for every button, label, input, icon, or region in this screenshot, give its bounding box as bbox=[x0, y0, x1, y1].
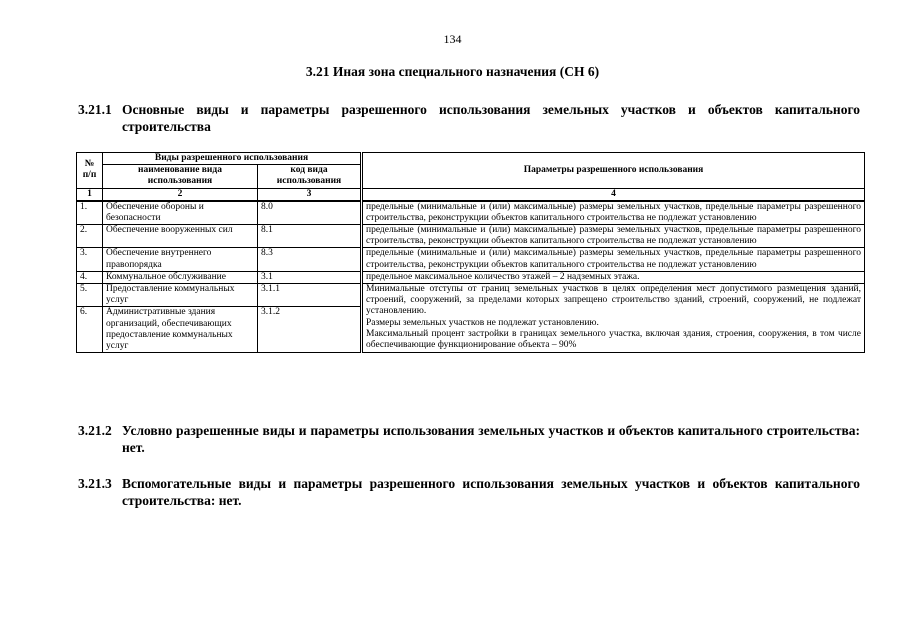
subsection-number: 3.21.3 bbox=[78, 476, 112, 491]
table-row bbox=[77, 271, 865, 283]
subsection-3-21-3 bbox=[78, 475, 860, 509]
col-number: 4 bbox=[362, 188, 865, 201]
row-name: Обеспечение вооруженных сил bbox=[103, 225, 258, 248]
subsection-heading: Вспомогательные виды и параметры разрешенного использования земельных участков и объектов капитального строительства: нет. bbox=[122, 476, 860, 508]
row-code: 3.1.1 bbox=[258, 284, 362, 307]
table-row bbox=[77, 284, 865, 307]
header-name: наименование вида использования bbox=[103, 165, 258, 188]
subsection-heading: Условно разрешенные виды и параметры использования земельных участков и объектов капитального строительства: нет. bbox=[122, 423, 860, 455]
row-code: 3.1.2 bbox=[258, 307, 362, 353]
subsection-heading: Основные виды и параметры разрешенного использования земельных участков и объектов капитального строительства bbox=[122, 102, 860, 134]
subsection-3-21-1 bbox=[78, 101, 860, 135]
row-num: 4. bbox=[77, 271, 103, 283]
header-num: № п/п bbox=[77, 153, 103, 189]
header-types-group: Виды разрешенного использования bbox=[103, 153, 362, 165]
row-code: 8.3 bbox=[258, 248, 362, 271]
col-number: 1 bbox=[77, 188, 103, 201]
table-row bbox=[77, 248, 865, 271]
subsection-number: 3.21.2 bbox=[78, 423, 112, 438]
row-name: Административные здания организаций, обеспечивающих предоставление коммунальных услуг bbox=[103, 307, 258, 353]
row-name: Предоставление коммунальных услуг bbox=[103, 284, 258, 307]
row-params: предельные (минимальные и (или) максимальные) размеры земельных участков, предельные параметры разрешенного строительства, реконструкции объектов капитального строительства не подлежат установлению bbox=[362, 201, 865, 225]
header-params: Параметры разрешенного использования bbox=[362, 153, 865, 189]
subsection-number: 3.21.1 bbox=[78, 102, 112, 117]
merged-params-cell bbox=[362, 284, 865, 353]
row-num: 5. bbox=[77, 284, 103, 307]
row-num: 6. bbox=[77, 307, 103, 353]
row-code: 8.0 bbox=[258, 201, 362, 225]
row-num: 3. bbox=[77, 248, 103, 271]
subsection-3-21-2 bbox=[78, 422, 860, 456]
row-name: Обеспечение обороны и безопасности bbox=[103, 201, 258, 225]
table-row bbox=[77, 201, 865, 225]
table-row bbox=[77, 225, 865, 248]
row-name: Обеспечение внутреннего правопорядка bbox=[103, 248, 258, 271]
params-line: Размеры земельных участков не подлежат установлению. bbox=[366, 317, 599, 328]
col-number: 2 bbox=[103, 188, 258, 201]
col-number: 3 bbox=[258, 188, 362, 201]
row-params: предельные (минимальные и (или) максимальные) размеры земельных участков, предельные параметры разрешенного строительства, реконструкции объектов капитального строительства не подлежат установлению bbox=[362, 248, 865, 271]
row-code: 3.1 bbox=[258, 271, 362, 283]
row-num: 1. bbox=[77, 201, 103, 225]
params-line: Максимальный процент застройки в границах земельного участка, включая здания, строения, сооружения, в том числе обеспечивающие функционирование объекта – 90% bbox=[366, 328, 861, 351]
land-use-table bbox=[76, 152, 865, 353]
section-title: 3.21 Иная зона специального назначения (СН 6) bbox=[305, 64, 600, 79]
row-params: предельные (минимальные и (или) максимальные) размеры земельных участков, предельные параметры разрешенного строительства, реконструкции объектов капитального строительства не подлежат установлению bbox=[362, 225, 865, 248]
page-number: 134 bbox=[443, 32, 462, 46]
row-name: Коммунальное обслуживание bbox=[103, 271, 258, 283]
row-num: 2. bbox=[77, 225, 103, 248]
row-code: 8.1 bbox=[258, 225, 362, 248]
row-params: предельное максимальное количество этажей – 2 надземных этажа. bbox=[362, 271, 865, 283]
header-code: код вида использования bbox=[258, 165, 362, 188]
params-line: Минимальные отступы от границ земельных участков в целях определения мест допустимого размещения зданий, строений, сооружений, за пределами которых запрещено строительство зданий, строений, сооружений, не подлежат установлению. bbox=[366, 284, 861, 317]
